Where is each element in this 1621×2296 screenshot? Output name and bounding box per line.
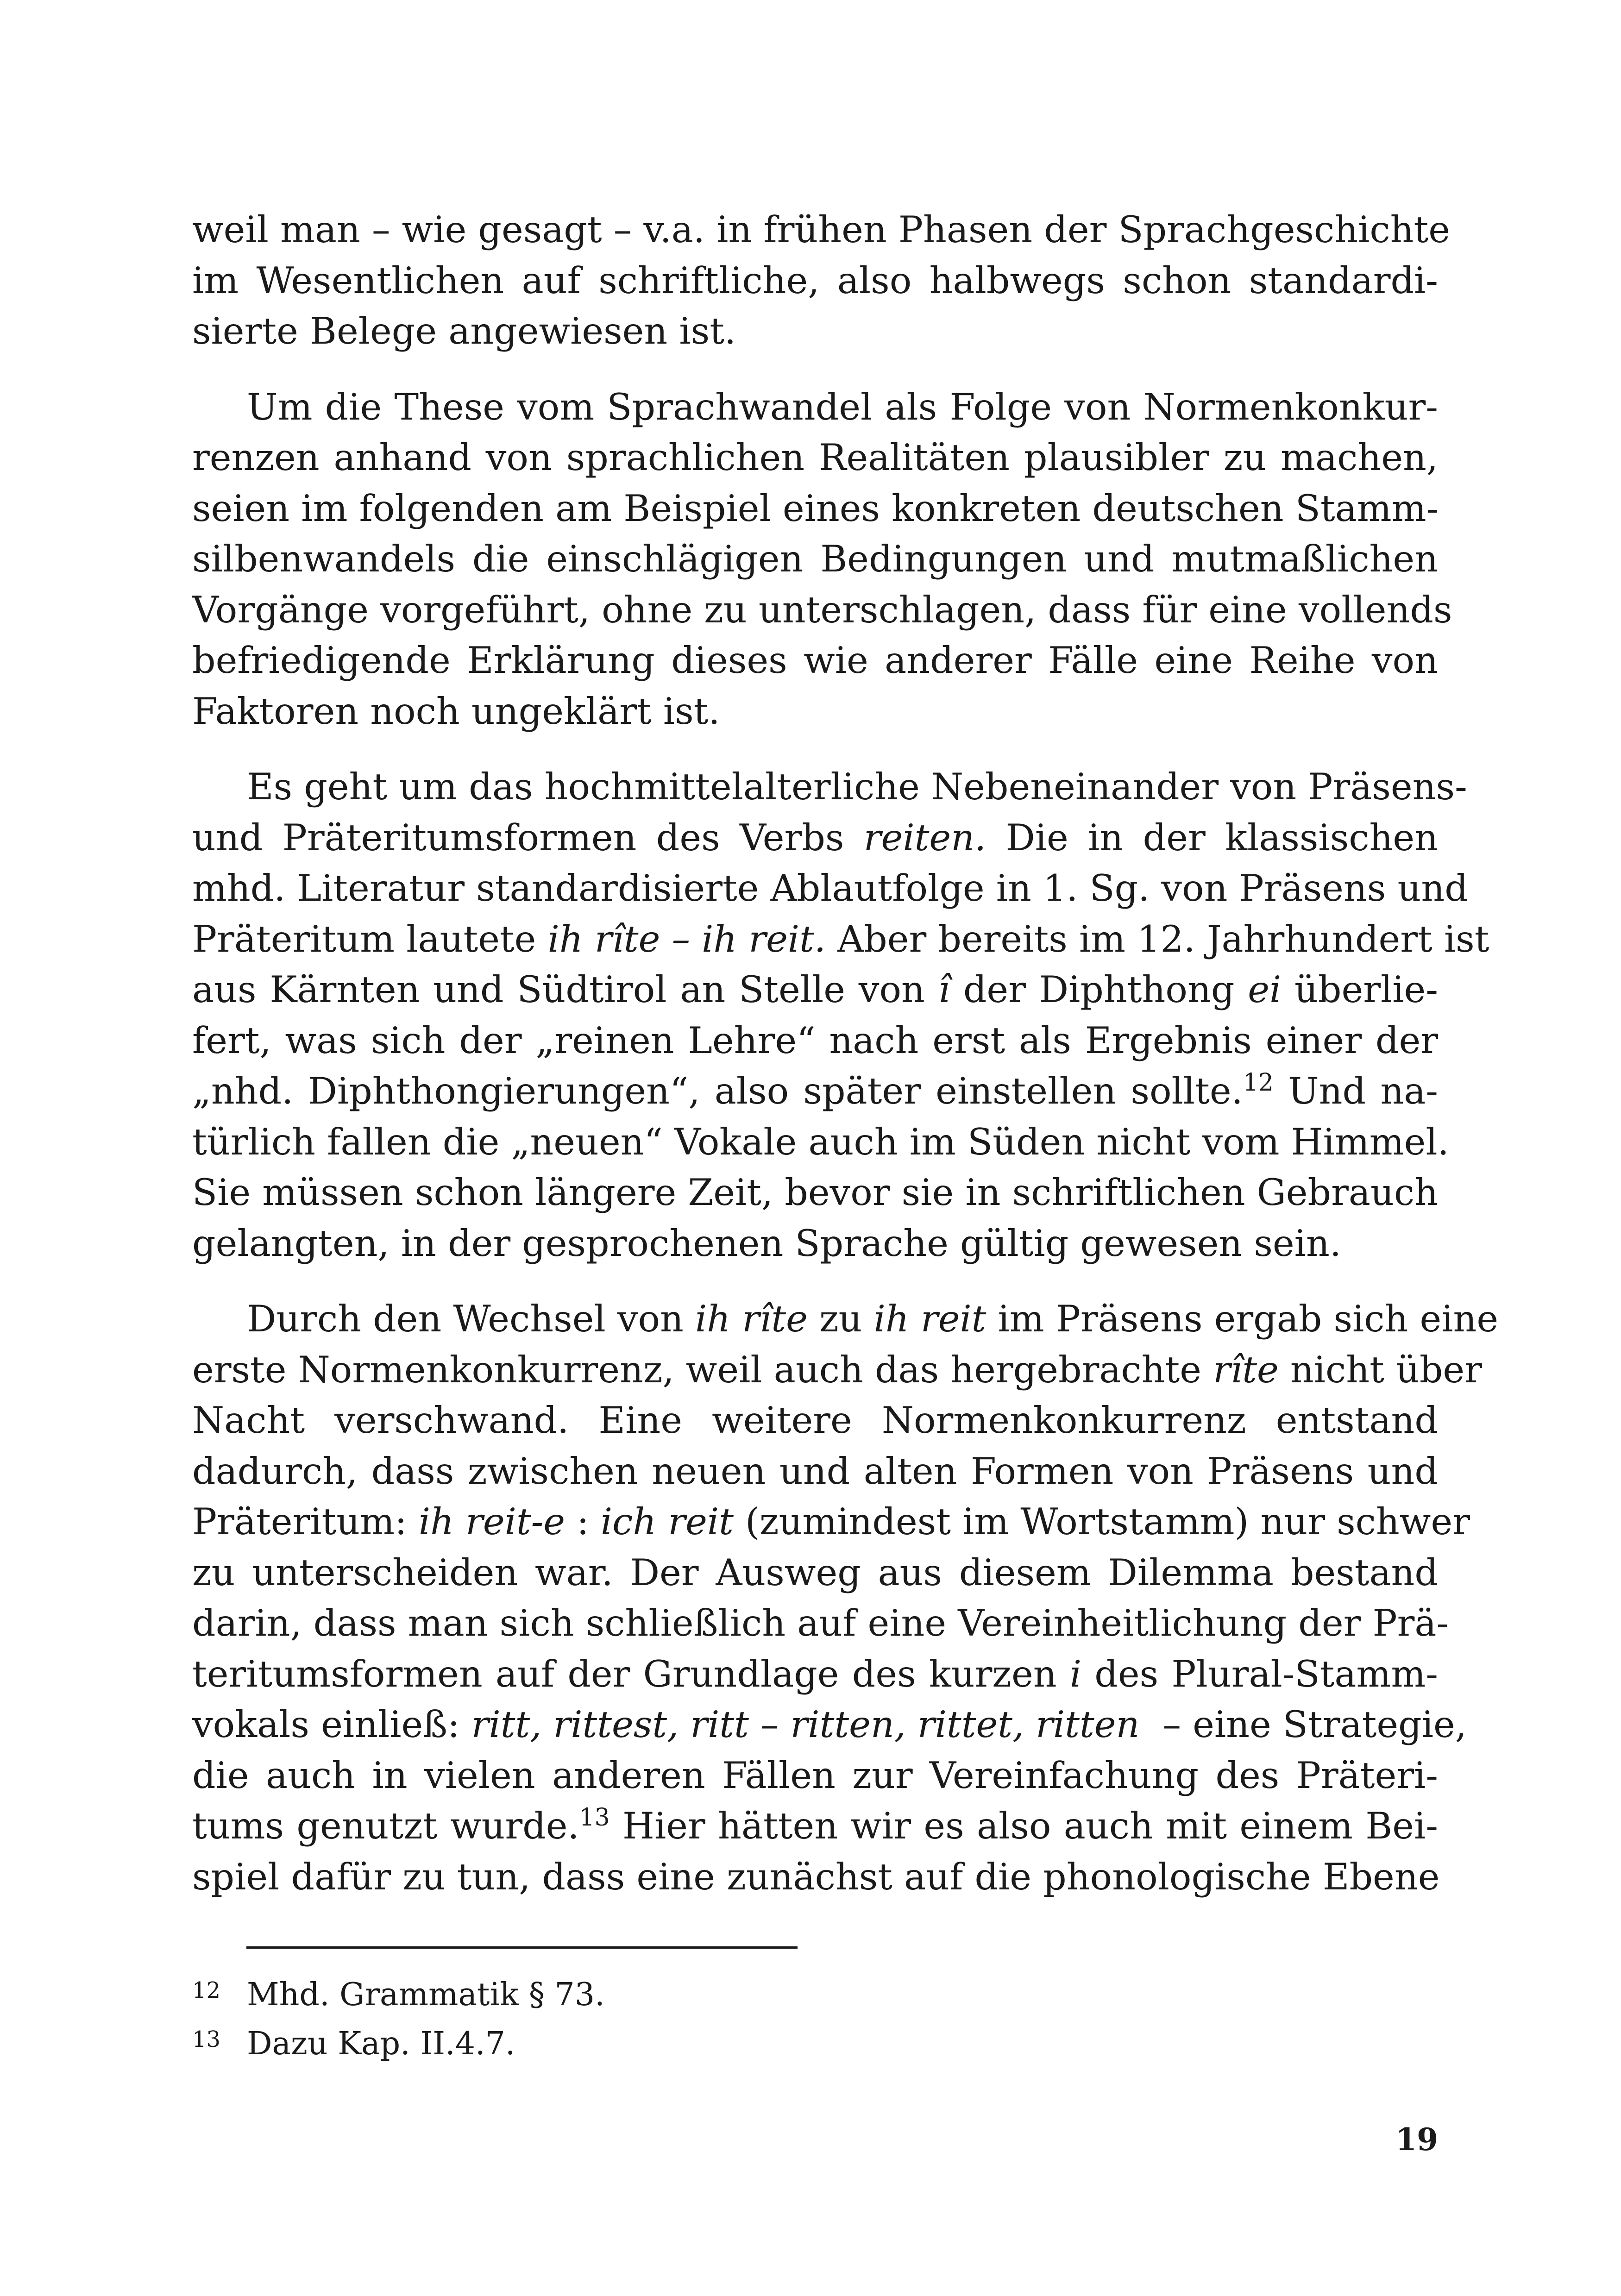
paragraph-4 — [192, 1294, 1499, 1902]
text-line: renzen anhand von sprachlichen Realitäten plausibler zu machen, — [192, 436, 1438, 479]
paragraph-2 — [192, 382, 1452, 737]
paragraph-3 — [192, 762, 1489, 1269]
text-line — [192, 914, 1489, 965]
text-line: dadurch, dass zwischen neuen und alten Formen von Präsens und — [192, 1449, 1438, 1493]
text-line — [192, 1801, 1438, 1852]
text-segment: tums genutzt wurde. — [192, 1805, 579, 1847]
text-line — [192, 1649, 1438, 1700]
text-segment: Hier hätten wir es also auch mit einem Bei- — [609, 1805, 1438, 1847]
text-segment: „nhd. Diphthongierungen“, also später einstellen sollte. — [192, 1070, 1243, 1112]
text-line: Sie müssen schon längere Zeit, bevor sie in schriftlichen Gebrauch — [192, 1171, 1438, 1214]
text-line: Faktoren noch ungeklärt ist. — [192, 690, 720, 733]
text-segment: der Diphthong — [950, 968, 1248, 1011]
italic-term: ritt, rittest, ritt – ritten, rittet, ritten — [471, 1703, 1140, 1746]
italic-term: ih reit-e — [418, 1500, 565, 1543]
text-line: seien im folgenden am Beispiel eines konkreten deutschen Stamm- — [192, 487, 1439, 530]
text-segment: im Präsens ergab sich eine — [986, 1298, 1499, 1340]
text-segment: : — [565, 1500, 601, 1543]
body-text — [192, 205, 1499, 1927]
footnote-text: Dazu Kap. II.4.7. — [247, 2026, 515, 2062]
italic-term: ih reit — [873, 1298, 986, 1340]
italic-term: reiten. — [863, 816, 986, 859]
text-line: Um die These vom Sprachwandel als Folge von Normenkonkur- — [247, 385, 1438, 428]
italic-term: i — [1069, 1652, 1082, 1695]
footnotes — [192, 1968, 1438, 2066]
text-segment: teritumsformen auf der Grundlage des kurzen — [192, 1652, 1070, 1695]
italic-term: ih rîte — [695, 1298, 808, 1340]
footnote-ref-12: 12 — [1243, 1069, 1274, 1097]
italic-term: rîte — [1213, 1348, 1279, 1391]
text-line — [192, 813, 1438, 864]
text-segment: nicht über — [1278, 1348, 1482, 1391]
text-line — [192, 965, 1438, 1016]
text-line: zu unterscheiden war. Der Ausweg aus diesem Dilemma bestand — [192, 1551, 1438, 1594]
text-line: im Wesentlichen auf schriftliche, also halbwegs schon standardi- — [192, 259, 1438, 302]
text-segment: Präteritum: — [192, 1500, 419, 1543]
text-segment: überlie- — [1281, 968, 1438, 1011]
footnote-ref-13: 13 — [579, 1804, 610, 1832]
text-line: spiel dafür zu tun, dass eine zunächst auf die phonologische Ebene — [192, 1855, 1440, 1898]
text-line — [192, 1066, 1438, 1117]
footnote-number: 12 — [192, 1977, 221, 2003]
text-segment: Und na- — [1273, 1070, 1438, 1112]
text-segment: (zumindest im Wortstamm) nur schwer — [733, 1500, 1470, 1543]
text-segment: vokals einließ: — [192, 1703, 471, 1746]
footnote-12 — [192, 1968, 1438, 2017]
text-line: fert, was sich der „reinen Lehre“ nach erst als Ergebnis einer der — [192, 1019, 1438, 1062]
text-segment: Durch den Wechsel von — [247, 1298, 696, 1340]
text-line: darin, dass man sich schließlich auf eine Vereinheitlichung der Prä- — [192, 1602, 1449, 1644]
text-segment: Präteritum lautete — [192, 917, 548, 960]
text-line: sierte Belege angewiesen ist. — [192, 310, 736, 352]
footnote-13 — [192, 2017, 1438, 2066]
footnote-text: Mhd. Grammatik § 73. — [247, 1976, 605, 2013]
italic-term: î — [938, 968, 950, 1011]
text-segment: aus Kärnten und Südtirol an Stelle von — [192, 968, 938, 1011]
footnote-number: 13 — [192, 2026, 221, 2052]
text-line: Nacht verschwand. Eine weitere Normenkonkurrenz entstand — [192, 1399, 1438, 1442]
text-segment: zu — [807, 1298, 874, 1340]
text-line — [192, 1700, 1467, 1750]
text-line — [192, 1345, 1482, 1396]
text-line: türlich fallen die „neuen“ Vokale auch im Süden nicht vom Himmel. — [192, 1120, 1449, 1163]
text-segment: Die in der klassischen — [986, 816, 1438, 859]
text-segment: des Plural-Stamm- — [1081, 1652, 1438, 1695]
text-segment: – eine Strategie, — [1139, 1703, 1467, 1746]
text-line: mhd. Literatur standardisierte Ablautfolge in 1. Sg. von Präsens und — [192, 867, 1468, 910]
italic-term: ei — [1248, 968, 1282, 1011]
paragraph-1 — [192, 205, 1451, 357]
text-line — [192, 1497, 1470, 1548]
italic-term: ich reit — [600, 1500, 734, 1543]
page-number: 19 — [1395, 2121, 1438, 2158]
text-line: silbenwandels die einschlägigen Bedingungen und mutmaßlichen — [192, 538, 1438, 580]
text-segment: erste Normenkonkurrenz, weil auch das hergebrachte — [192, 1348, 1213, 1391]
italic-term: ih rîte – ih reit. — [547, 917, 826, 960]
text-segment: und Präteritumsformen des Verbs — [192, 816, 864, 859]
text-line: die auch in vielen anderen Fällen zur Vereinfachung des Präteri- — [192, 1754, 1438, 1797]
text-segment: Aber bereits im 12. Jahrhundert ist — [825, 917, 1489, 960]
text-line: befriedigende Erklärung dieses wie anderer Fälle eine Reihe von — [192, 639, 1438, 682]
text-line: Vorgänge vorgeführt, ohne zu unterschlagen, dass für eine vollends — [192, 588, 1452, 631]
text-line — [192, 1294, 1499, 1345]
text-line: gelangten, in der gesprochenen Sprache gültig gewesen sein. — [192, 1222, 1341, 1265]
footnote-separator — [246, 1946, 798, 1949]
text-line: Es geht um das hochmittelalterliche Nebeneinander von Präsens- — [247, 765, 1467, 808]
text-line: weil man – wie gesagt – v.a. in frühen Phasen der Sprachgeschichte — [192, 208, 1451, 251]
